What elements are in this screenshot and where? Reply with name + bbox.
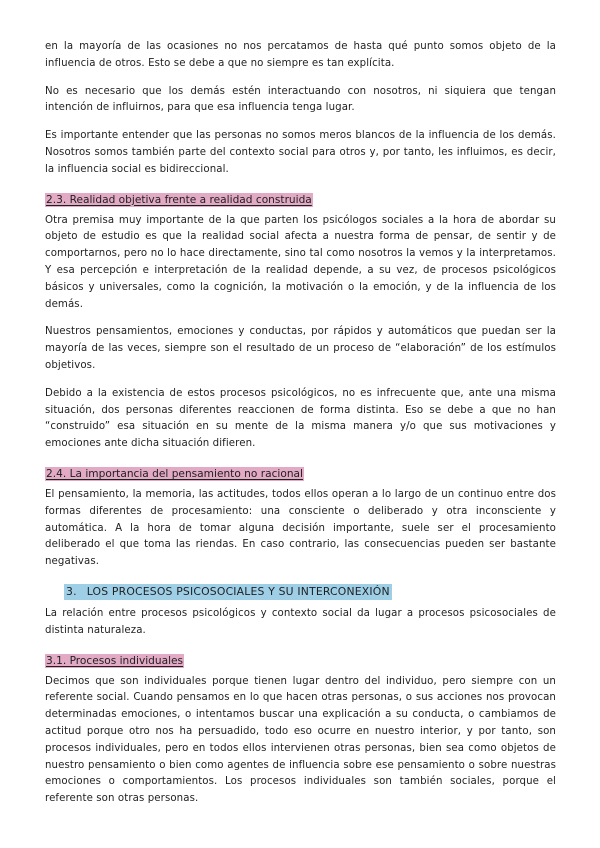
paragraph-elaboration: Nuestros pensamientos, emociones y conductas, por rápidos y automáticos que puedan ser la mayoría de las veces, siempre son el resultado de un proceso de “elaboración” de los estímulos objetivos. xyxy=(45,326,556,371)
paragraph-individual-processes: Decimos que son individuales porque tienen lugar dentro del individuo, pero siempre con un referente social. Cuando pensamos en lo que hacen otras personas, o sus acciones nos provocan determinadas emociones, o intentamos buscar una explicación a su conducta, o cambiamos de actitud porque otro nos ha persuadido, todo eso ocurre en nuestro interior, y por tanto, son procesos individuales, pero en todos ellos intervienen otras personas, bien sea como objetos de nuestro pensamiento o bien como agentes de influencia sobre ese pensamiento o sobre nuestras emociones o comportamientos. Los procesos individuales son también sociales, porque el referente son otras personas. xyxy=(45,675,556,805)
chapter-heading-3 xyxy=(45,580,556,600)
chapter-heading-3-text: LOS PROCESOS PSICOSOCIALES Y SU INTERCONEXIÓN xyxy=(86,584,390,598)
paragraph-influence-intro: en la mayoría de las ocasiones no nos percatamos de hasta qué punto somos objeto de la influencia de otros. Esto se debe a que no siempre es tan explícita. xyxy=(45,41,556,69)
section-heading-2-3-text: 2.3. Realidad objetiva frente a realidad construida xyxy=(46,193,312,206)
paragraph-influence-no-interaction: No es necesario que los demás estén interactuando con nosotros, ni siquiera que tengan intención de influirnos, para que esa influencia tenga lugar. xyxy=(45,85,556,114)
section-heading-2-4 xyxy=(45,462,556,481)
paragraph-constructed-reality: Otra premisa muy importante de la que parten los psicólogos sociales a la hora de abordar su objeto de estudio es que la realidad social afecta a nuestra forma de pensar, de sentir y de comportarnos, pero no lo hace directamente, sino tal como nosotros la vemos y la interpretamos. Y esa percepción e interpretación de la realidad depende, a su vez, de procesos psicológicos básicos y universales, como la cognición, la motivación o la emoción, y de la influencia de los demás. xyxy=(45,214,556,310)
paragraph-influence-bidirectional: Es importante entender que las personas no somos meros blancos de la influencia de los demás. Nosotros somos también parte del contexto social para otros y, por tanto, les influimos, es decir, la influencia social es bidireccional. xyxy=(45,130,556,175)
paragraph-different-reactions: Debido a la existencia de estos procesos psicológicos, no es infrecuente que, ante una misma situación, dos personas diferentes reaccionen de forma distinta. Eso se debe a que no han “construido” esa situación en su mente de la misma manera y/o que sus motivaciones y emociones ante dicha situación difieren. xyxy=(45,387,556,450)
chapter-heading-3-number: 3. xyxy=(66,584,77,598)
section-heading-3-1 xyxy=(45,649,556,668)
paragraph-psychosocial-processes: La relación entre procesos psicológicos y contexto social da lugar a procesos psicosociales de distinta naturaleza. xyxy=(45,607,556,636)
section-heading-2-3 xyxy=(45,188,556,207)
section-heading-2-4-text: 2.4. La importancia del pensamiento no racional xyxy=(46,467,303,480)
paragraph-processing-continuum: El pensamiento, la memoria, las actitudes, todos ellos operan a lo largo de un continuo entre dos formas diferentes de procesamiento: una consciente o deliberado y otra inconsciente y automática. A la hora de tomar alguna decisión importante, suele ser el procesamiento deliberado el que toma las riendas. En caso contrario, las consecuencias pueden ser bastante negativas. xyxy=(45,488,556,568)
section-heading-3-1-text: 3.1. Procesos individuales xyxy=(46,654,184,667)
chapter-heading-3-highlight xyxy=(64,584,392,600)
